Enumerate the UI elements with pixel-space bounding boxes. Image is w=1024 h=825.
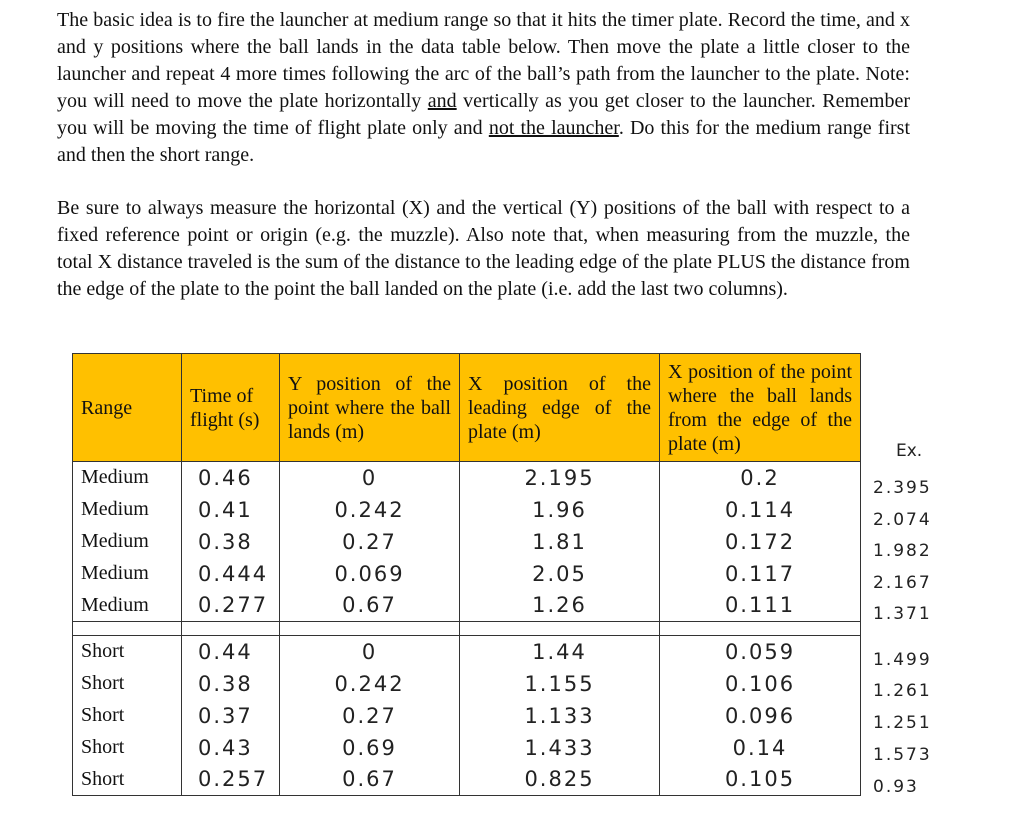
x-edge-cell: 1.433	[460, 732, 660, 764]
x-edge-cell: 1.26	[460, 590, 660, 622]
header-x-from-edge: X position of the point where the ball lands from the edge of the plate (m)	[660, 354, 861, 462]
y-position-cell: 0.27	[280, 700, 460, 732]
y-position-cell: 0.69	[280, 732, 460, 764]
instructions-text-2: vertically as you get closer to the launcher. Remember you will be moving the time of flight plate only and	[57, 90, 910, 139]
table-row	[73, 636, 861, 668]
x-edge-cell: 0.825	[460, 764, 660, 796]
y-position-cell: 0.242	[280, 668, 460, 700]
extra-value: 2.074	[873, 510, 932, 530]
table-row	[73, 462, 861, 494]
extra-value: 1.371	[873, 604, 932, 624]
time-cell: 0.38	[182, 668, 280, 700]
underlined-not-the-launcher: not the launcher	[488, 117, 619, 139]
instructions-text-3: . Do this for the medium range first and then the short range.	[57, 117, 910, 166]
extra-value: 2.167	[873, 573, 932, 593]
y-position-cell: 0	[280, 462, 460, 494]
range-cell: Medium	[73, 590, 182, 622]
time-cell: 0.46	[182, 462, 280, 494]
extra-value: 2.395	[873, 478, 932, 498]
x-edge-cell: 1.133	[460, 700, 660, 732]
extra-value: 1.982	[873, 541, 932, 561]
instructions-text-1: The basic idea is to fire the launcher at medium range so that it hits the timer plate. Record the time, and x and y positions where the ball lands in the data table below. Then move the plate a little closer to the launcher and repeat 4 more times following the arc of the ball’s path from the launcher to the plate. Note: you will need to move the plate horizontally	[57, 9, 910, 112]
extra-value: 1.573	[873, 745, 932, 765]
x-from-edge-cell: 0.106	[660, 668, 861, 700]
range-cell: Medium	[73, 558, 182, 590]
x-from-edge-cell: 0.2	[660, 462, 861, 494]
header-x-leading-edge: X position of the leading edge of the plate (m)	[460, 354, 660, 462]
y-position-cell: 0.67	[280, 764, 460, 796]
header-y-position: Y position of the point where the ball lands (m)	[280, 354, 460, 462]
table-row	[73, 764, 861, 796]
time-cell: 0.257	[182, 764, 280, 796]
table-row	[73, 558, 861, 590]
y-position-cell: 0.242	[280, 494, 460, 526]
x-edge-cell: 1.81	[460, 526, 660, 558]
x-from-edge-cell: 0.111	[660, 590, 861, 622]
range-cell: Short	[73, 668, 182, 700]
data-table	[72, 353, 861, 796]
y-position-cell: 0.67	[280, 590, 460, 622]
table-row	[73, 526, 861, 558]
x-edge-cell: 2.05	[460, 558, 660, 590]
extra-value: 1.251	[873, 713, 932, 733]
table-separator-row	[73, 622, 861, 636]
y-position-cell: 0	[280, 636, 460, 668]
time-cell: 0.38	[182, 526, 280, 558]
time-cell: 0.277	[182, 590, 280, 622]
x-from-edge-cell: 0.117	[660, 558, 861, 590]
table-row	[73, 668, 861, 700]
extra-column-label: Ex.	[896, 441, 923, 461]
header-range: Range	[73, 354, 182, 462]
x-edge-cell: 2.195	[460, 462, 660, 494]
x-edge-cell: 1.155	[460, 668, 660, 700]
y-position-cell: 0.069	[280, 558, 460, 590]
table-row	[73, 494, 861, 526]
x-edge-cell: 1.44	[460, 636, 660, 668]
header-row	[73, 354, 861, 462]
x-from-edge-cell: 0.096	[660, 700, 861, 732]
x-from-edge-cell: 0.14	[660, 732, 861, 764]
table-row	[73, 700, 861, 732]
x-from-edge-cell: 0.059	[660, 636, 861, 668]
y-position-cell: 0.27	[280, 526, 460, 558]
extra-value: 1.499	[873, 650, 932, 670]
measurement-note-paragraph: Be sure to always measure the horizontal (X) and the vertical (Y) positions of the ball with respect to a fixed reference point or origin (e.g. the muzzle). Also note that, when measuring from the muzzle, the total X distance traveled is the sum of the distance to the leading edge of the plate PLUS the distance from the edge of the plate to the point the ball landed on the plate (i.e. add the last two columns).	[57, 197, 910, 300]
x-edge-cell: 1.96	[460, 494, 660, 526]
header-time-of-flight: Time of flight (s)	[182, 354, 280, 462]
range-cell: Medium	[73, 494, 182, 526]
time-cell: 0.37	[182, 700, 280, 732]
table-row	[73, 590, 861, 622]
range-cell: Short	[73, 732, 182, 764]
range-cell: Short	[73, 764, 182, 796]
table-row	[73, 732, 861, 764]
range-cell: Short	[73, 700, 182, 732]
time-cell: 0.444	[182, 558, 280, 590]
range-cell: Medium	[73, 462, 182, 494]
extra-value: 0.93	[873, 777, 919, 797]
x-from-edge-cell: 0.172	[660, 526, 861, 558]
instructions-paragraph	[57, 7, 910, 169]
extra-value: 1.261	[873, 681, 932, 701]
range-cell: Medium	[73, 526, 182, 558]
time-cell: 0.44	[182, 636, 280, 668]
x-from-edge-cell: 0.105	[660, 764, 861, 796]
time-cell: 0.41	[182, 494, 280, 526]
underlined-and: and	[427, 90, 457, 112]
range-cell: Short	[73, 636, 182, 668]
x-from-edge-cell: 0.114	[660, 494, 861, 526]
time-cell: 0.43	[182, 732, 280, 764]
